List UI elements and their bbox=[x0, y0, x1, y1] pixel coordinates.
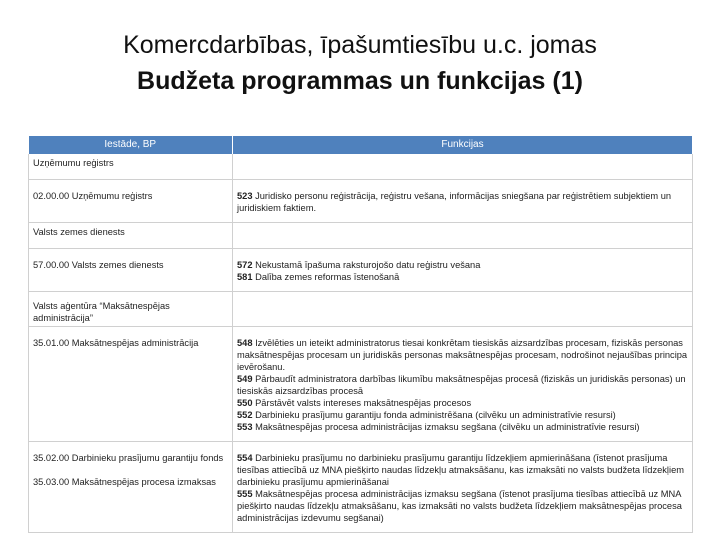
group-label: Valsts zemes dienests bbox=[29, 223, 233, 249]
program-cell bbox=[29, 442, 233, 533]
functions-cell bbox=[233, 442, 693, 533]
table-row bbox=[29, 292, 693, 327]
program-cell: 57.00.00 Valsts zemes dienests bbox=[29, 249, 233, 292]
function-item: 555 Maksātnespējas procesa administrācijas izmaksu segšana (īstenot prasījuma tiesības attiecībā uz MNA piešķirto naudas līdzekļu atmaksāšanu, kas izmaksāti no valsts budžeta līdzekļiem maksātnespējas procesa administrācijas izdevumu segšanai) bbox=[237, 489, 682, 523]
function-item: 554 Darbinieku prasījumu no darbinieku prasījumu garantiju līdzekļiem apmierināšana (īstenot prasījuma tiesības attiecībā uz MNA piešķirto naudas līdzekļu atmaksāšanu, kas izmaksāti no valsts budžeta līdzekļiem darbinieku prasījumu apmierināšanai bbox=[237, 453, 684, 487]
functions-cell bbox=[233, 249, 693, 292]
function-item: 572 Nekustamā īpašuma raksturojošo datu reģistru vešana bbox=[237, 260, 481, 270]
group-label: Valsts aģentūra “Maksātnespējas administrācija” bbox=[29, 292, 233, 327]
group-label: Uzņēmumu reģistrs bbox=[29, 154, 233, 180]
budget-table bbox=[28, 136, 693, 533]
table-row bbox=[29, 442, 693, 533]
program-label: 35.03.00 Maksātnespējas procesa izmaksas bbox=[33, 477, 216, 487]
table-row bbox=[29, 223, 693, 249]
program-cell: 35.01.00 Maksātnespējas administrācija bbox=[29, 327, 233, 442]
empty-cell bbox=[233, 154, 693, 180]
table-row bbox=[29, 249, 693, 292]
function-item: 552 Darbinieku prasījumu garantiju fonda administrēšana (cilvēku un administratīvie resursi) bbox=[237, 410, 616, 420]
header-functions: Funkcijas bbox=[233, 136, 693, 154]
table-row bbox=[29, 180, 693, 223]
function-item: 550 Pārstāvēt valsts intereses maksātnespējas procesos bbox=[237, 398, 472, 408]
slide-title bbox=[0, 28, 720, 98]
program-label: 35.02.00 Darbinieku prasījumu garantiju fonds bbox=[33, 453, 224, 463]
function-item: 523 Juridisko personu reģistrācija, reģistru vešana, informācijas sniegšana par reģistrētiem subjektiem un juridiskiem faktiem. bbox=[237, 191, 672, 213]
function-item: 548 Izvēlēties un ieteikt administratorus tiesai konkrētam tiesiskās aizsardzības procesam, fiziskās personas maksātnespējas procesam un juridiskās personas maksātnespējas procesam, nodrošinot nejaušības principa ievērošanu. bbox=[237, 338, 688, 372]
table-row bbox=[29, 327, 693, 442]
title-line-2: Budžeta programmas un funkcijas (1) bbox=[137, 67, 583, 95]
empty-cell bbox=[233, 292, 693, 327]
program-cell: 02.00.00 Uzņēmumu reģistrs bbox=[29, 180, 233, 223]
function-item: 581 Dalība zemes reformas īstenošanā bbox=[237, 272, 400, 282]
functions-cell bbox=[233, 180, 693, 223]
empty-cell bbox=[233, 223, 693, 249]
table-row bbox=[29, 154, 693, 180]
functions-cell bbox=[233, 327, 693, 442]
function-item: 553 Maksātnespējas procesa administrācijas izmaksu segšana (cilvēku un administratīvie resursi) bbox=[237, 422, 640, 432]
title-line-1: Komercdarbības, īpašumtiesību u.c. jomas bbox=[123, 31, 597, 59]
function-item: 549 Pārbaudīt administratora darbības likumību maksātnespējas procesā (fiziskās un juridiskās personas) un tiesiskās aizsardzības procesā bbox=[237, 374, 686, 396]
header-institution: Iestāde, BP bbox=[29, 136, 233, 154]
table-header-row bbox=[29, 136, 693, 154]
